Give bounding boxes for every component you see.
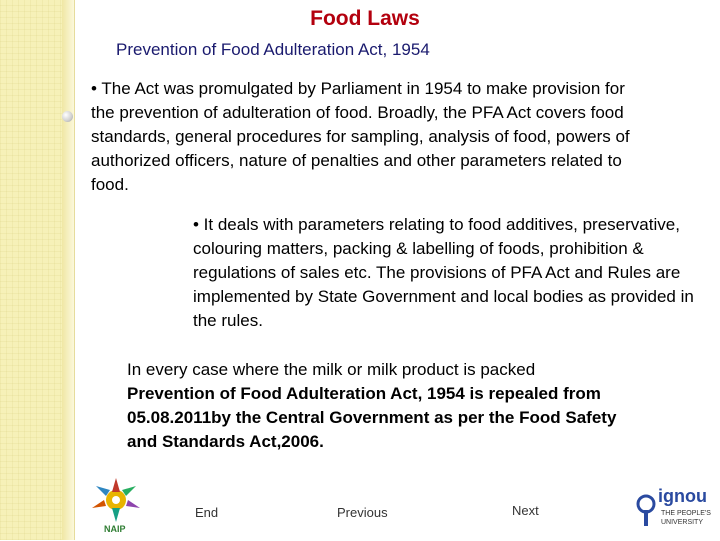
ignou-tagline-line2: UNIVERSITY	[661, 519, 704, 526]
next-link[interactable]: Next	[512, 503, 539, 518]
paragraph-act-overview: • The Act was promulgated by Parliament in 1954 to make provision for the prevention of adulteration of food. Broadly, the PFA Act covers food standards, general procedures for sampling, analysis of food, powers of authorized officers, nature of penalties and other parameters related to food.	[91, 79, 630, 194]
repeal-note-bold: Prevention of Food Adulteration Act, 1954 is repealed from 05.08.2011by the Central Government as per the Food Safety and Standards Act,2006.	[127, 384, 617, 451]
ignou-logo	[636, 486, 714, 536]
ignou-emblem-icon	[636, 492, 656, 528]
page-subtitle: Prevention of Food Adulteration Act, 1954	[116, 40, 430, 59]
naip-logo-text: NAIP	[104, 524, 126, 534]
naip-logo	[84, 476, 148, 536]
page-title: Food Laws	[310, 7, 420, 30]
paragraph-repeal-note	[127, 358, 647, 454]
previous-link[interactable]: Previous	[337, 505, 388, 520]
paragraph-act-parameters: • It deals with parameters relating to food additives, preservative, colouring matters, packing & labelling of foods, prohibition & regulations of sales etc. The provisions of PFA Act and Rules are implemented by State Government and local bodies as provided in the rules.	[193, 215, 694, 330]
ignou-tagline-line1: THE PEOPLE'S	[661, 510, 711, 517]
decorative-strip-edge	[62, 0, 74, 540]
end-link[interactable]: End	[195, 505, 219, 520]
repeal-note-intro: In every case where the milk or milk product is packed	[127, 360, 536, 379]
binder-ring-icon	[62, 111, 73, 122]
ignou-brand-text: ignou	[658, 486, 707, 506]
